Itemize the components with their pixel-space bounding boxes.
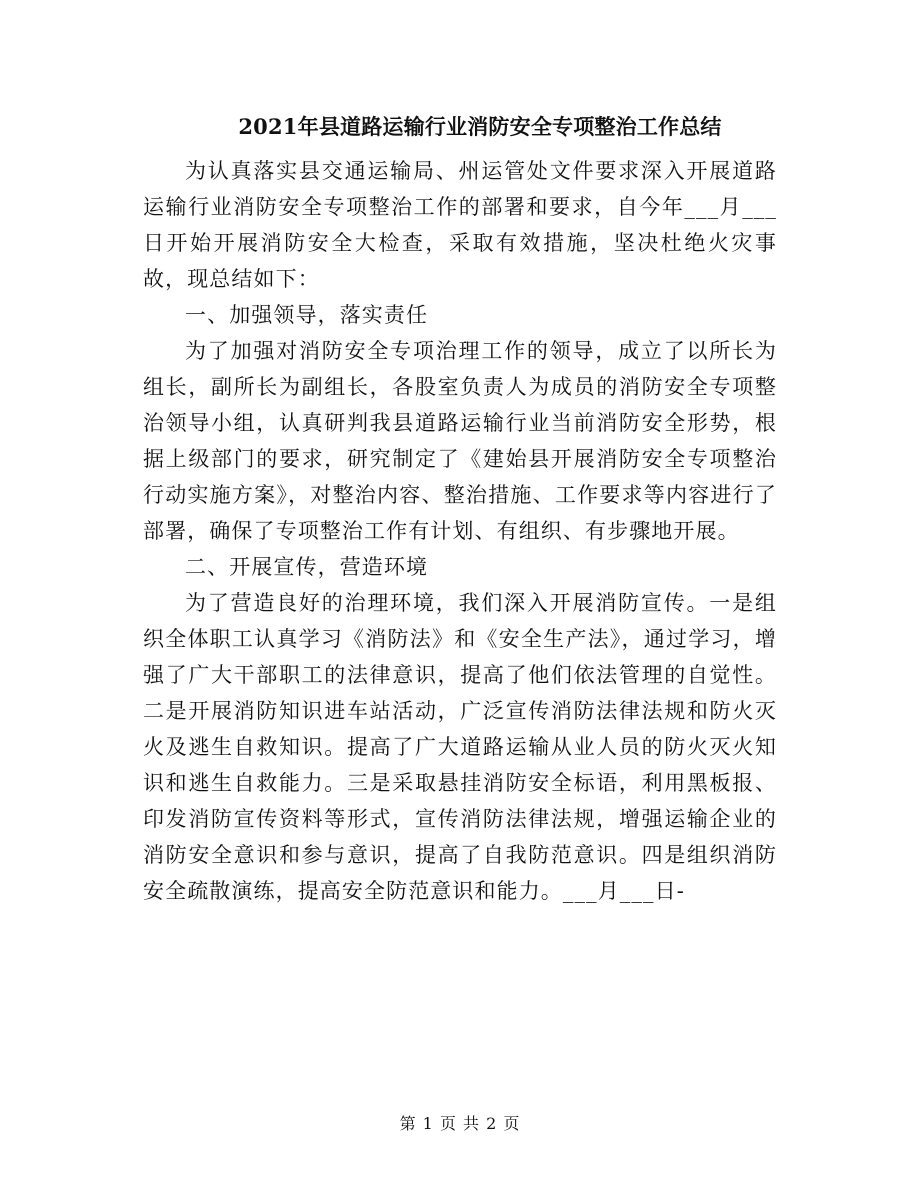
section-heading-2: 二、开展宣传，营造环境 xyxy=(185,555,429,579)
document-body xyxy=(143,153,777,909)
section-heading-1: 一、加强领导，落实责任 xyxy=(185,303,429,327)
section-paragraph-1: 为了加强对消防安全专项治理工作的领导，成立了以所长为组长，副所长为副组长，各股室负责人为成员的消防安全专项整治领导小组，认真研判我县道路运输行业当前消防安全形势，根据上级部门的要求，研究制定了《建始县开展消防安全专项整治行动实施方案》，对整治内容、整治措施、工作要求等内容进行了部署，确保了专项整治工作有计划、有组织、有步骤地开展。 xyxy=(143,339,777,543)
section-paragraph-2: 为了营造良好的治理环境，我们深入开展消防宣传。一是组织全体职工认真学习《消防法》和《安全生产法》，通过学习，增强了广大干部职工的法律意识，提高了他们依法管理的自觉性。二是开展消防知识进车站活动，广泛宣传消防法律法规和防火灭火及逃生自救知识。提高了广大道路运输从业人员的防火灭火知识和逃生自救能力。三是采取悬挂消防安全标语，利用黑板报、印发消防宣传资料等形式，宣传消防法律法规，增强运输企业的消防安全意识和参与意识，提高了自我防范意识。四是组织消防安全疏散演练，提高安全防范意识和能力。___月___日- xyxy=(143,591,777,903)
page-number: 第 1 页 共 2 页 xyxy=(399,1114,521,1133)
intro-paragraph: 为认真落实县交通运输局、州运管处文件要求深入开展道路运输行业消防安全专项整治工作的部署和要求，自今年___月___日开始开展消防安全大检查，采取有效措施，坚决杜绝火灾事故，现总结如下： xyxy=(143,159,777,291)
document-title: 2021年县道路运输行业消防安全专项整治工作总结 xyxy=(238,114,722,139)
